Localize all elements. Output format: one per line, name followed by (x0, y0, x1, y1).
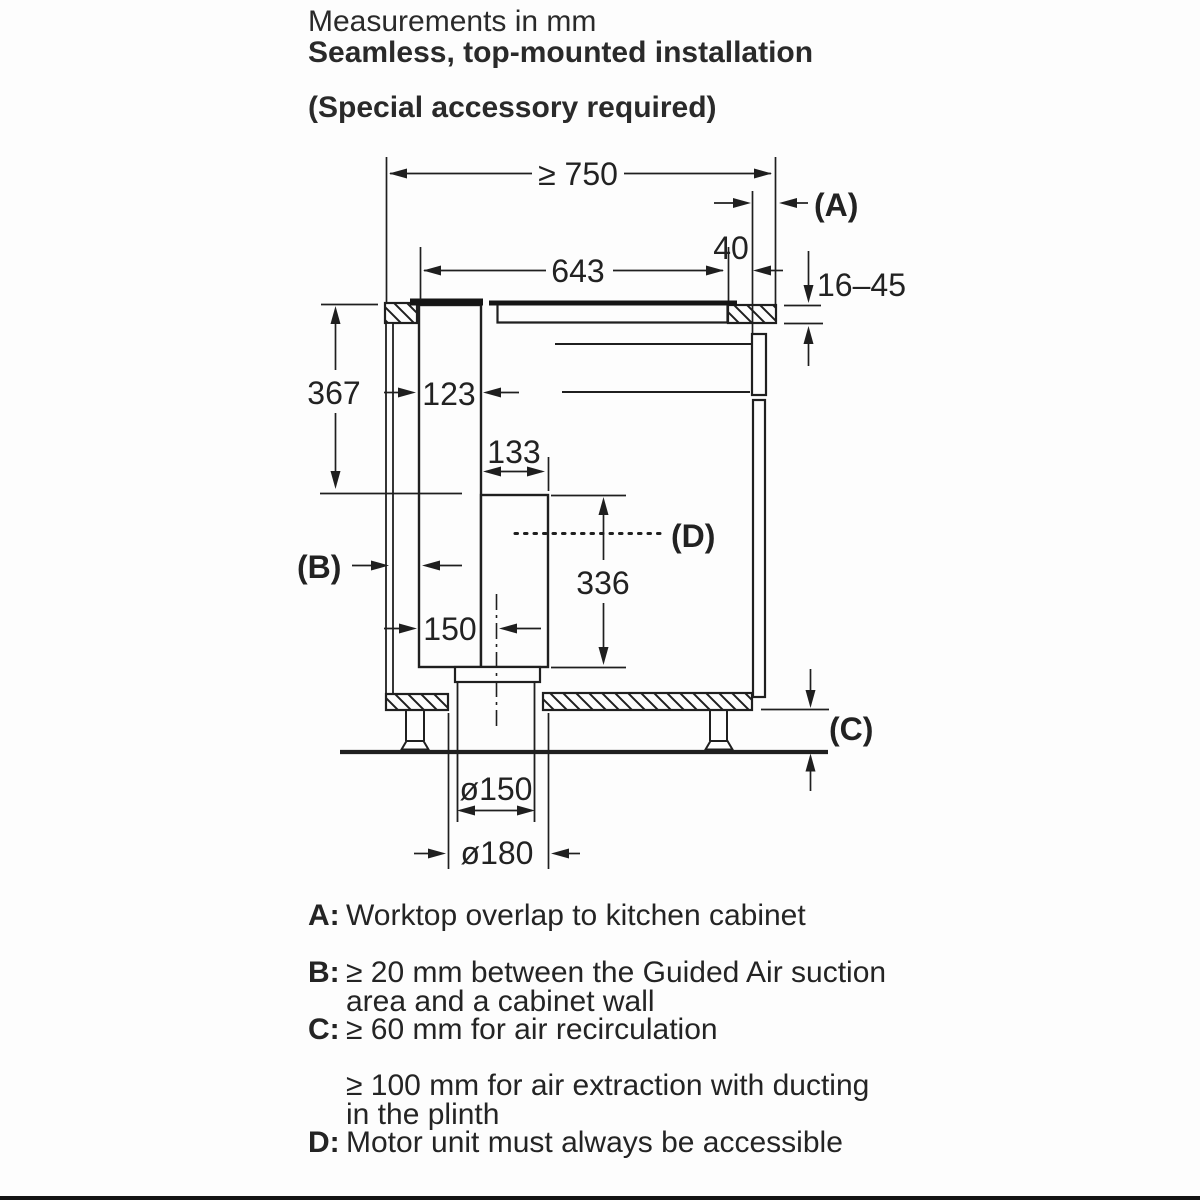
legend-text-extraction-line1: ≥ 100 mm for air extraction with ducting (346, 1069, 870, 1102)
dim-a-label: (A) (814, 187, 859, 223)
legend-key-c: C: (308, 1013, 340, 1046)
dim-367-value: 367 (307, 375, 361, 411)
dim-b-label: (B) (297, 549, 342, 585)
legend-item-b (308, 958, 886, 1016)
dim-150-value: 150 (423, 611, 477, 647)
legend-text-extraction-line2: in the plinth (346, 1098, 500, 1131)
legend-text-c: ≥ 60 mm for air recirculation (346, 1013, 718, 1046)
legend-item-c2 (308, 1071, 869, 1129)
dim-133-value: 133 (487, 434, 541, 470)
dim-16-45-value: 16–45 (817, 267, 906, 303)
legend-item-a (308, 901, 806, 930)
dim-o150-value: ø150 (459, 771, 533, 807)
legend-item-d (308, 1128, 843, 1157)
legend-text-d: Motor unit must always be accessible (346, 1126, 843, 1159)
dim-643-value: 643 (551, 253, 605, 289)
legend-key-blank (308, 1071, 346, 1129)
legend-text-a: Worktop overlap to kitchen cabinet (346, 899, 806, 932)
dim-top-width-value: ≥ 750 (538, 156, 618, 192)
header-units-note: Measurements in mm (308, 5, 597, 38)
legend-item-c (308, 1015, 718, 1044)
legend-key-b: B: (308, 956, 340, 989)
dim-123-value: 123 (422, 376, 476, 412)
header-accessory-note: (Special accessory required) (308, 91, 717, 124)
legend-text-b-line2: area and a cabinet wall (346, 985, 655, 1018)
legend-text-b-line1: ≥ 20 mm between the Guided Air suction (346, 956, 887, 989)
legend-key-d: D: (308, 1126, 340, 1159)
dim-o180-value: ø180 (460, 835, 534, 871)
legend-key-a: A: (308, 899, 340, 932)
dim-d-label: (D) (671, 518, 716, 554)
dim-c-label: (C) (829, 711, 874, 747)
header-title: Seamless, top-mounted installation (308, 36, 814, 69)
bottom-border (0, 1196, 1200, 1200)
dim-336-value: 336 (576, 565, 630, 601)
dim-40-value: 40 (713, 230, 749, 266)
